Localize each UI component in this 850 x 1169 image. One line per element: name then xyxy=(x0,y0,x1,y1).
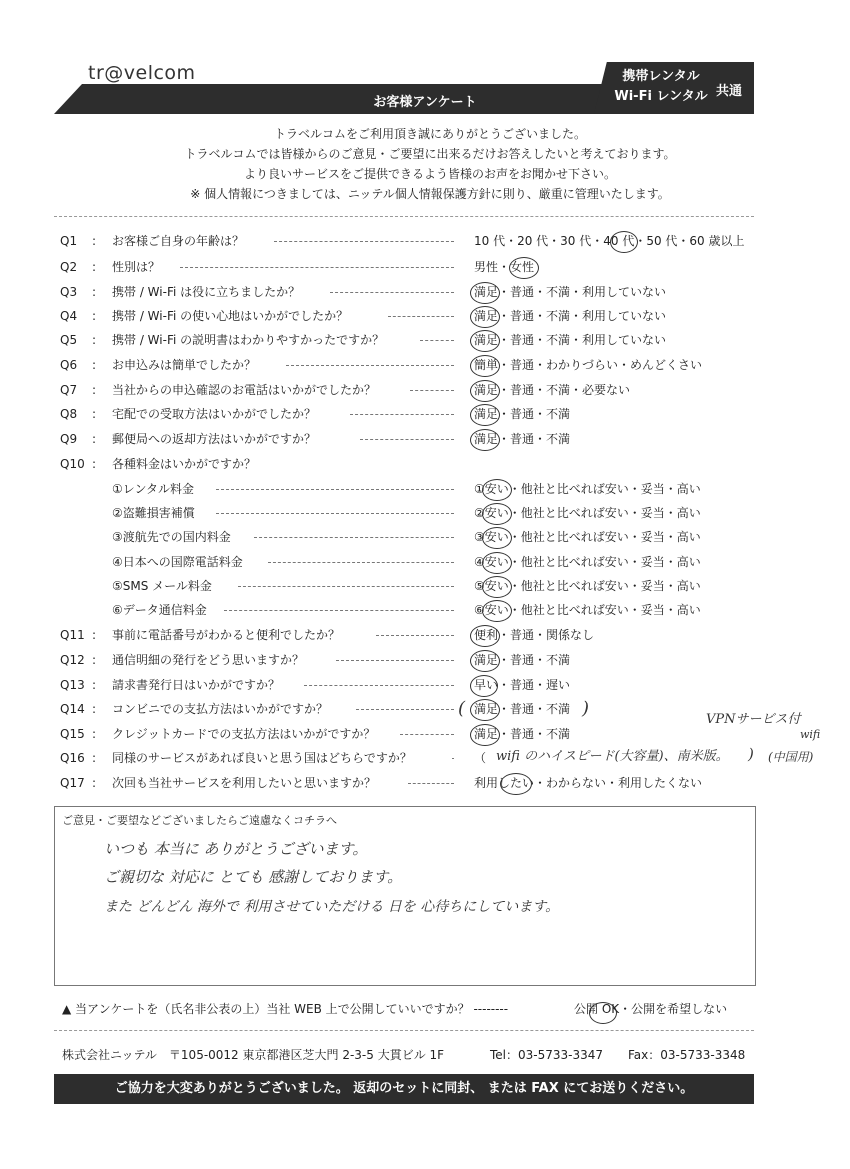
handwritten-comment: ご親切な 対応に とても 感謝しております。 xyxy=(104,868,403,886)
question-row: Q10 : 各種料金はいかがですか？ xyxy=(60,452,780,476)
question-text: お客様ご自身の年齢は？ xyxy=(112,234,245,248)
leader-line xyxy=(408,783,454,784)
publish-question: ▲ 当アンケートを（氏名非公表の上）当社 WEB 上で公開していいですか？ -------- xyxy=(62,1002,509,1016)
company-tel: Tel：03-5733-3347 xyxy=(490,1048,604,1062)
answer-options: ④安い・他社と比べれば安い・妥当・高い xyxy=(474,555,701,569)
fee-row xyxy=(60,477,780,501)
fee-row xyxy=(60,550,780,574)
leader-line xyxy=(400,734,454,735)
thanks-banner: ご協力を大変ありがとうございました。 返却のセットに同封、 または FAX にてお送りください。 xyxy=(54,1074,754,1104)
answer-options: 男性・女性 xyxy=(474,260,535,274)
selection-circle xyxy=(482,576,512,598)
question-row: Q17 : 次回も当社サービスを利用したいと思いますか？ 利用したい・わからない・利用したくない xyxy=(60,771,780,795)
question-row: Q12 : 通信明細の発行をどう思いますか？ 満足・普通・不満 xyxy=(60,648,780,672)
selection-circle xyxy=(470,625,500,647)
question-text: 同様のサービスがあれば良いと思う国はどちらですか？ xyxy=(112,751,412,765)
selection-circle xyxy=(470,282,500,304)
answer-options: 満足・普通・不満・必要ない xyxy=(474,383,631,397)
fee-item-text: ③渡航先での国内料金 xyxy=(112,530,231,544)
question-number: Q15 xyxy=(60,727,85,741)
answer-options: 満足・普通・不満・利用していない xyxy=(474,285,667,299)
leader-line xyxy=(376,635,454,636)
handwritten-paren: ( xyxy=(458,698,466,719)
question-row: Q11 : 事前に電話番号がわかると便利でしたか？ 便利・普通・関係なし xyxy=(60,623,780,647)
question-number: Q4 xyxy=(60,309,78,323)
answer-options: ②安い・他社と比べれば安い・妥当・高い xyxy=(474,506,701,520)
question-text: クレジットカードでの支払方法はいかがですか？ xyxy=(112,727,376,741)
tab-label-mobile: 携帯レンタル xyxy=(622,69,700,84)
question-number: Q13 xyxy=(60,678,85,692)
question-row: Q5 : 携帯 / Wi-Fi の説明書はわかりやすかったですか？ 満足・普通・不満・利用していない xyxy=(60,328,780,352)
question-row: Q1 : お客様ご自身の年齢は？ 10 代・20 代・30 代・40 代・50 代・60 歳以上 xyxy=(60,229,780,253)
fee-item-text: ④日本への国際電話料金 xyxy=(112,555,243,569)
comment-label: ご意見・ご要望などございましたらご遠慮なくコチラへ xyxy=(62,814,337,827)
leader-line xyxy=(216,513,454,514)
leader-line xyxy=(254,537,454,538)
question-number: Q16 xyxy=(60,751,85,765)
intro-line: トラベルコムでは皆様からのご意見・ご要望に出来るだけお答えしたいと考えております。 xyxy=(184,147,676,161)
answer-options: 早い・普通・遅い xyxy=(474,678,571,692)
question-text: 当社からの申込確認のお電話はいかがでしたか？ xyxy=(112,383,377,397)
survey-title: お客様アンケート xyxy=(373,95,477,110)
question-text: 携帯 / Wi-Fi の説明書はわかりやすかったですか？ xyxy=(112,333,385,347)
question-text: 事前に電話番号がわかると便利でしたか？ xyxy=(112,628,341,642)
leader-line xyxy=(304,685,454,686)
question-number: Q14 xyxy=(60,702,85,716)
tab-label-common: 共通 xyxy=(716,84,743,99)
answer-options: 満足・普通・不満 xyxy=(474,432,571,446)
selection-circle xyxy=(482,552,512,574)
leader-line xyxy=(216,489,454,490)
answer-options: 便利・普通・関係なし xyxy=(474,628,595,642)
selection-circle xyxy=(482,479,512,501)
selection-circle xyxy=(610,231,638,253)
leader-line xyxy=(180,267,454,268)
selection-circle xyxy=(482,527,512,549)
question-row: Q4 : 携帯 / Wi-Fi の使い心地はいかがでしたか？ 満足・普通・不満・利用していない xyxy=(60,304,780,328)
answer-options: ⑤安い・他社と比べれば安い・妥当・高い xyxy=(474,579,701,593)
question-number: Q6 xyxy=(60,358,78,372)
intro-line: より良いサービスをご提供できるよう皆様のお声をお聞かせ下さい。 xyxy=(243,167,616,181)
selection-circle xyxy=(470,429,500,451)
leader-line xyxy=(360,439,454,440)
divider xyxy=(54,1030,754,1031)
handwritten-note: wifi xyxy=(800,728,821,741)
question-row: Q13 : 請求書発行日はいかがですか？ 早い・普通・遅い xyxy=(60,673,780,697)
question-text: 携帯 / Wi-Fi の使い心地はいかがでしたか？ xyxy=(112,309,349,323)
handwritten-comment: いつも 本当に ありがとうございます。 xyxy=(104,840,368,858)
question-text: 性別は？ xyxy=(112,260,161,274)
question-number: Q7 xyxy=(60,383,78,397)
handwritten-note: (中国用) xyxy=(768,750,814,764)
selection-circle xyxy=(470,675,498,697)
question-row: Q14 : コンビニでの支払方法はいかがですか？ 満足・普通・不満 xyxy=(60,697,780,721)
question-text: 各種料金はいかがですか？ xyxy=(112,457,257,471)
selection-circle xyxy=(509,257,539,279)
answer-options: 満足・普通・不満・利用していない xyxy=(474,333,667,347)
answer-options: ①安い・他社と比べれば安い・妥当・高い xyxy=(474,482,701,496)
question-text: お申込みは簡単でしたか？ xyxy=(112,358,257,372)
leader-line xyxy=(336,660,454,661)
intro-line: トラベルコムをご利用頂き誠にありがとうございました。 xyxy=(273,127,586,141)
question-number: Q3 xyxy=(60,285,78,299)
publish-answer: 公開 OK・公開を希望しない xyxy=(574,1002,728,1016)
question-row: Q9 : 郵便局への返却方法はいかがですか？ 満足・普通・不満 xyxy=(60,427,780,451)
question-text: 次回も当社サービスを利用したいと思いますか？ xyxy=(112,776,377,790)
question-number: Q8 xyxy=(60,407,78,421)
question-number: Q5 xyxy=(60,333,78,347)
question-number: Q10 xyxy=(60,457,85,471)
question-number: Q2 xyxy=(60,260,78,274)
question-number: Q17 xyxy=(60,776,85,790)
intro-line: ※ 個人情報につきましては、ニッテル個人情報保護方針に則り、厳重に管理いたします。 xyxy=(190,187,670,201)
answer-options: 満足・普通・不満 xyxy=(474,702,571,716)
leader-line xyxy=(350,414,454,415)
question-row: Q8 : 宅配での受取方法はいかがでしたか？ 満足・普通・不満 xyxy=(60,402,780,426)
selection-circle xyxy=(482,600,512,622)
question-text: 通信明細の発行をどう思いますか？ xyxy=(112,653,305,667)
fee-item-text: ①レンタル料金 xyxy=(112,482,194,496)
question-row: Q16 : 同様のサービスがあれば良いと思う国はどちらですか？ （ xyxy=(60,746,780,770)
selection-circle xyxy=(500,773,532,795)
question-row: Q7 : 当社からの申込確認のお電話はいかがでしたか？ 満足・普通・不満・必要ない xyxy=(60,378,780,402)
question-text: 請求書発行日はいかがですか？ xyxy=(112,678,281,692)
leader-line xyxy=(330,292,454,293)
intro-text xyxy=(60,124,800,204)
fee-row xyxy=(60,574,780,598)
question-text: コンビニでの支払方法はいかがですか？ xyxy=(112,702,329,716)
fee-item-text: ⑤SMS メール料金 xyxy=(112,579,212,593)
question-row: Q3 : 携帯 / Wi-Fi は役に立ちましたか？ 満足・普通・不満・利用していない xyxy=(60,280,780,304)
question-row: Q15 : クレジットカードでの支払方法はいかがですか？ 満足・普通・不満 xyxy=(60,722,780,746)
leader-line xyxy=(388,316,454,317)
answer-options: ③安い・他社と比べれば安い・妥当・高い xyxy=(474,530,701,544)
answer-options: 満足・普通・不満 xyxy=(474,407,571,421)
question-row: Q6 : お申込みは簡単でしたか？ 簡単・普通・わかりづらい・めんどくさい xyxy=(60,353,780,377)
question-text: 携帯 / Wi-Fi は役に立ちましたか？ xyxy=(112,285,301,299)
handwritten-comment: また どんどん 海外で 利用させていただける 日を 心待ちにしています。 xyxy=(104,899,560,915)
fee-row xyxy=(60,501,780,525)
fee-row xyxy=(60,525,780,549)
selection-circle xyxy=(470,306,500,328)
leader-line xyxy=(224,610,454,611)
company-fax: Fax：03-5733-3348 xyxy=(628,1048,746,1062)
handwritten-q16-answer: wifi のハイスピード(大容量)、南米版。 xyxy=(496,749,729,764)
question-text: 宅配での受取方法はいかがでしたか？ xyxy=(112,407,317,421)
answer-options: 10 代・20 代・30 代・40 代・50 代・60 歳以上 xyxy=(474,234,745,248)
tab-label-wifi: Wi-Fi レンタル xyxy=(614,89,708,104)
leader-line xyxy=(238,586,454,587)
answer-options: 満足・普通・不満 xyxy=(474,727,571,741)
leader-line xyxy=(452,758,454,759)
selection-circle xyxy=(470,650,500,672)
answer-options: ⑥安い・他社と比べれば安い・妥当・高い xyxy=(474,603,701,617)
selection-circle xyxy=(470,330,500,352)
handwritten-note: VPNサービス付 xyxy=(706,712,801,727)
handwritten-paren: ) xyxy=(748,745,754,763)
answer-options: 満足・普通・不満・利用していない xyxy=(474,309,667,323)
handwritten-paren: ) xyxy=(582,698,590,719)
selection-circle xyxy=(470,724,500,746)
question-number: Q9 xyxy=(60,432,78,446)
leader-line xyxy=(410,390,454,391)
question-number: Q11 xyxy=(60,628,85,642)
question-row: Q2 : 性別は？ 男性・女性 xyxy=(60,255,780,279)
answer-options: 簡単・普通・わかりづらい・めんどくさい xyxy=(474,358,703,372)
selection-circle xyxy=(470,380,500,402)
selection-circle xyxy=(482,503,512,525)
answer-options: （ xyxy=(474,751,487,765)
travelcom-logo: tr@velcom xyxy=(88,62,196,84)
leader-line xyxy=(268,562,454,563)
leader-line xyxy=(286,365,454,366)
leader-line xyxy=(274,241,454,242)
fee-row xyxy=(60,598,780,622)
service-tab-labels xyxy=(606,67,716,107)
leader-line xyxy=(420,340,454,341)
leader-line xyxy=(356,709,454,710)
question-number: Q12 xyxy=(60,653,85,667)
selection-circle xyxy=(470,404,500,426)
company-address: 株式会社ニッテル 〒105-0012 東京都港区芝大門 2-3-5 大貫ビル 1F xyxy=(62,1048,445,1062)
answer-options: 満足・普通・不満 xyxy=(474,653,571,667)
question-number: Q1 xyxy=(60,234,78,248)
question-text: 郵便局への返却方法はいかがですか？ xyxy=(112,432,317,446)
fee-item-text: ⑥データ通信料金 xyxy=(112,603,207,617)
selection-circle xyxy=(470,355,500,377)
fee-item-text: ②盗難損害補償 xyxy=(112,506,195,520)
divider xyxy=(54,216,754,217)
answer-options: 利用したい・わからない・利用したくない xyxy=(474,776,703,790)
selection-circle xyxy=(470,699,500,721)
